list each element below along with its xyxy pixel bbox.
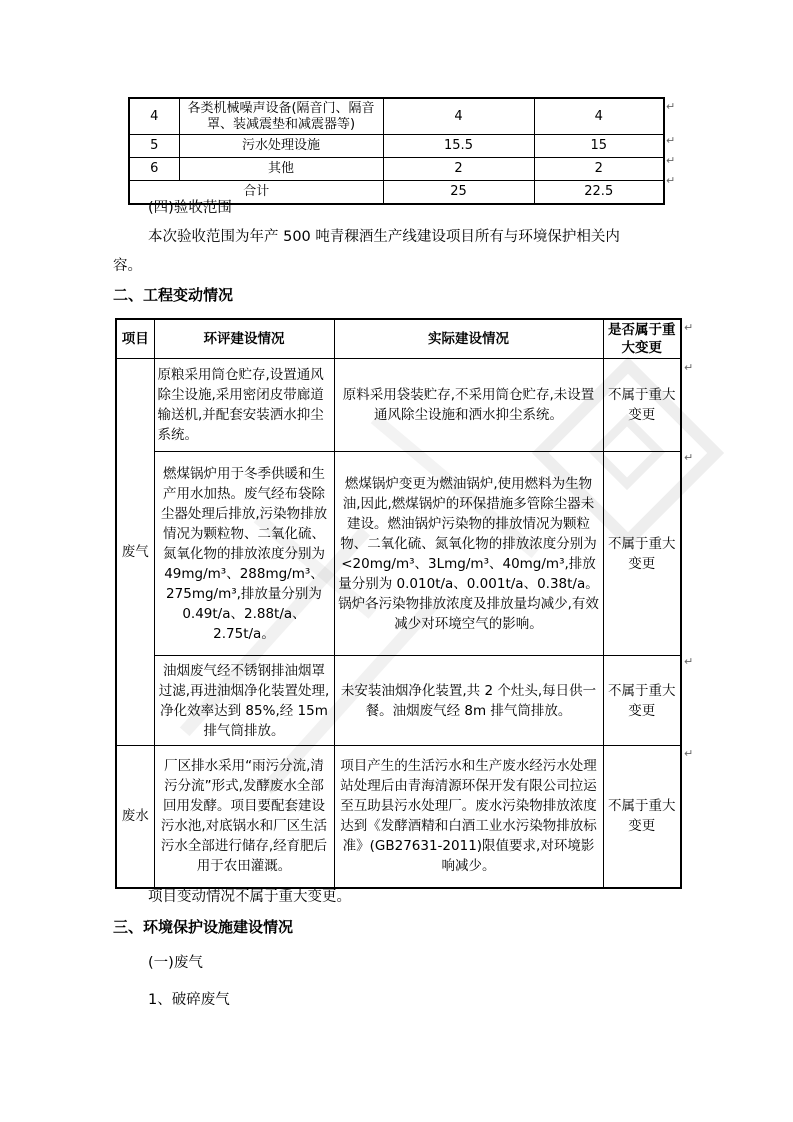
actual-value: 15: [534, 135, 664, 158]
category-waste-water: 废水: [116, 746, 154, 888]
verdict-cell: 不属于重大变更: [603, 746, 681, 888]
header-eia: 环评建设情况: [154, 319, 334, 359]
verdict-cell: 不属于重大变更: [603, 656, 681, 746]
header-item: 项目: [116, 319, 154, 359]
facility-name: 其他: [179, 158, 383, 181]
category-waste-gas: 废气: [116, 359, 154, 746]
row-number: 6: [129, 158, 179, 181]
table-row-fume: [116, 656, 681, 746]
eia-cell: 原粮采用筒仓贮存,设置通风除尘设施,采用密闭皮带廊道输送机,并配套安装洒水抑尘系统。: [154, 359, 334, 452]
actual-cell: 项目产生的生活污水和生产废水经污水处理站处理后由青海清源环保开发有限公司拉运至互助县污水处理厂。废水污染物排放浓度达到《发酵酒精和白酒工业水污染物排放标准》(GB27631-2011)限值要求,对环境影响减少。: [334, 746, 603, 888]
end-of-row-mark-icon: ↵: [684, 451, 694, 464]
header-actual: 实际建设情况: [334, 319, 603, 359]
end-of-row-mark-icon: ↵: [666, 154, 676, 167]
total-actual: 22.5: [534, 181, 664, 205]
facility-name: 污水处理设施: [179, 135, 383, 158]
header-major-change: 是否属于重大变更: [603, 319, 681, 359]
eia-cell: 燃煤锅炉用于冬季供暖和生产用水加热。废气经布袋除尘器处理后排放,污染物排放情况为颗粒物、二氧化硫、氮氧化物的排放浓度分别为 49mg/m³、288mg/m³、275mg/m³,排放量分别为 0.49t/a、2.88t/a、2.75t/a。: [154, 452, 334, 656]
eia-cell: 油烟废气经不锈钢排油烟罩过滤,再进油烟净化装置处理,净化效率达到 85%,经 15m 排气筒排放。: [154, 656, 334, 746]
end-of-row-mark-icon: ↵: [666, 174, 676, 187]
total-label: 合计: [129, 181, 383, 205]
change-conclusion-text: 项目变动情况不属于重大变更。: [148, 889, 351, 905]
subsection-crushing-gas: 1、破碎废气: [148, 992, 230, 1008]
section-heading-project-change: 二、工程变动情况: [113, 286, 234, 304]
actual-cell: 燃煤锅炉变更为燃油锅炉,使用燃料为生物油,因此,燃煤锅炉的环保措施多管除尘器未建设。燃油锅炉污染物的排放情况为颗粒物、二氧化硫、氮氧化物的排放浓度分别为<20mg/m³、3Lmg/m³、40mg/m³,排放量分别为 0.010t/a、0.001t/a、0.38t/a。锅炉各污染物排放浓度及排放量均减少,有效减少对环境空气的影响。: [334, 452, 603, 656]
section-heading-env-protection: 三、环境保护设施建设情况: [113, 918, 294, 936]
eia-cell: 厂区排水采用“雨污分流,清污分流”形式,发酵废水全部回用发酵。项目要配套建设污水池,对底锅水和厂区生活污水全部进行储存,经育肥后用于农田灌溉。: [154, 746, 334, 888]
table-row-boiler: [116, 452, 681, 656]
end-of-row-mark-icon: ↵: [684, 361, 694, 374]
end-of-row-mark-icon: ↵: [684, 747, 694, 760]
acceptance-scope-text-line2: 容。: [113, 258, 142, 274]
summary-table: [128, 97, 665, 205]
end-of-row-mark-icon: ↵: [666, 134, 676, 147]
table-row: [129, 98, 664, 135]
actual-value: 2: [534, 158, 664, 181]
subsection-waste-gas: (一)废气: [148, 955, 203, 971]
table-row-raw-grain: [116, 359, 681, 452]
row-number: 4: [129, 98, 179, 135]
estimate-value: 2: [383, 158, 534, 181]
actual-value: 4: [534, 98, 664, 135]
facility-name: 各类机械噪声设备(隔音门、隔音罩、装减震垫和减震器等): [179, 98, 383, 135]
table-row-waste-water: [116, 746, 681, 888]
table-row: [129, 135, 664, 158]
verdict-cell: 不属于重大变更: [603, 452, 681, 656]
section-heading-acceptance-scope: (四)验收范围: [148, 200, 232, 216]
estimate-value: 15.5: [383, 135, 534, 158]
total-estimate: 25: [383, 181, 534, 205]
table-header-row: [116, 319, 681, 359]
verdict-cell: 不属于重大变更: [603, 359, 681, 452]
actual-cell: 原料采用袋装贮存,不采用筒仓贮存,未设置通风除尘设施和洒水抑尘系统。: [334, 359, 603, 452]
row-number: 5: [129, 135, 179, 158]
end-of-row-mark-icon: ↵: [684, 321, 694, 334]
change-table: [115, 318, 682, 889]
actual-cell: 未安装油烟净化装置,共 2 个灶头,每日供一餐。油烟废气经 8m 排气筒排放。: [334, 656, 603, 746]
table-row: [129, 158, 664, 181]
end-of-row-mark-icon: ↵: [684, 655, 694, 668]
estimate-value: 4: [383, 98, 534, 135]
end-of-row-mark-icon: ↵: [666, 100, 676, 113]
acceptance-scope-text-line1: 本次验收范围为年产 500 吨青稞酒生产线建设项目所有与环境保护相关内: [148, 229, 620, 245]
